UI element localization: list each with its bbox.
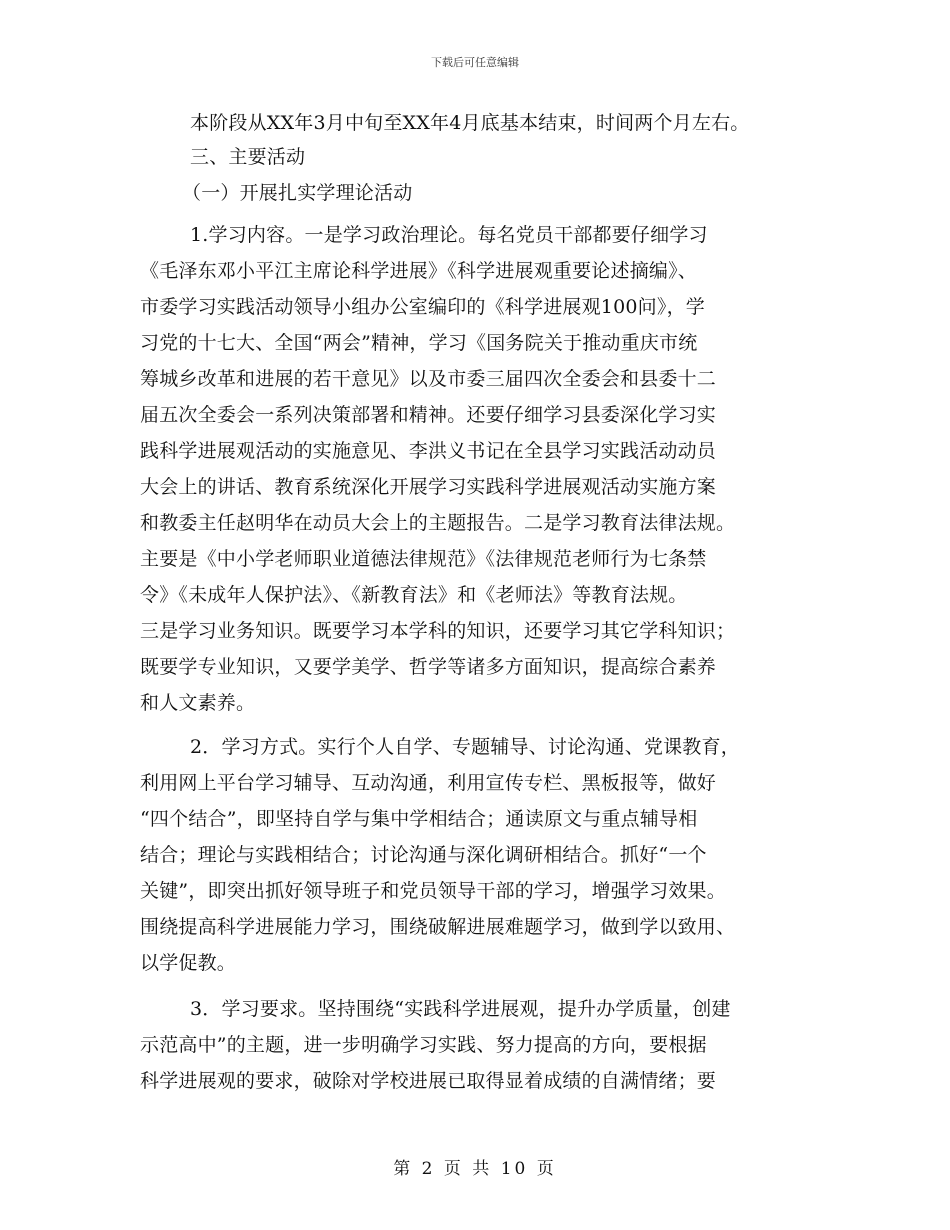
body-line: 和教委主任赵明华在动员大会上的主题报告。二是学习教育法律法规。 — [140, 512, 736, 534]
body-line: 1.学习内容。一是学习政治理论。每名党员干部都要仔细学习 — [190, 224, 708, 246]
body-line: 践科学进展观活动的实施意见、李洪义书记在全县学习实践活动动员 — [140, 440, 717, 462]
body-line: 大会上的讲话、教育系统深化开展学习实践科学进展观活动实施方案 — [140, 476, 717, 498]
body-line: 科学进展观的要求，破除对学校进展已取得显着成绩的自满情绪；要 — [140, 1070, 717, 1092]
page-number: 第 2 页 共 10 页 — [393, 1159, 557, 1179]
body-line: 3．学习要求。坚持围绕“实践科学进展观，提升办学质量，创建 — [190, 998, 731, 1020]
body-line: “四个结合”，即坚持自学与集中学相结合；通读原文与重点辅导相 — [140, 808, 698, 830]
body-line: 结合；理论与实践相结合；讨论沟通与深化调研相结合。抓好“一个 — [140, 844, 707, 866]
body-line: 示范高中”的主题，进一步明确学习实践、努力提高的方向，要根据 — [140, 1034, 707, 1056]
body-line: 主要是《中小学老师职业道德法律规范》《法律规范老师行为七条禁 — [140, 548, 707, 570]
body-line: 2．学习方式。实行个人自学、专题辅导、讨论沟通、党课教育， — [190, 736, 740, 758]
body-line: 三是学习业务知识。既要学习本学科的知识，还要学习其它学科知识； — [140, 620, 736, 642]
body-line: 习党的十七大、全国“两会”精神，学习《国务院关于推动重庆市统 — [140, 332, 698, 354]
body-line: 既要学专业知识，又要学美学、哲学等诸多方面知识，提高综合素养 — [140, 656, 717, 678]
body-line: 围绕提高科学进展能力学习，围绕破解进展难题学习，做到学以致用、 — [140, 916, 736, 938]
body-line: 利用网上平台学习辅导、互动沟通，利用宣传专栏、黑板报等，做好 — [140, 772, 717, 794]
body-line: 令》《未成年人保护法》、《新教育法》和《老师法》等教育法规。 — [140, 584, 688, 606]
body-line: 市委学习实践活动领导小组办公室编印的《科学进展观100问》，学 — [140, 296, 705, 318]
page-header: 下载后可任意编辑 — [431, 56, 519, 69]
body-line: 以学促教。 — [140, 952, 237, 974]
subsection-heading: （一）开展扎实学理论活动 — [182, 182, 413, 204]
body-line: 《毛泽东邓小平江主席论科学进展》《科学进展观重要论述摘编》、 — [140, 260, 698, 282]
body-line: 和人文素养。 — [140, 692, 256, 714]
body-line: 关键”，即突出抓好领导班子和党员领导干部的学习，增强学习效果。 — [140, 880, 726, 902]
section-heading: 三、主要活动 — [190, 146, 306, 168]
body-line: 筹城乡改革和进展的若干意见》以及市委三届四次全委会和县委十二 — [140, 368, 717, 390]
body-line: 本阶段从XX年3月中旬至XX年4月底基本结束，时间两个月左右。 — [190, 112, 750, 134]
body-line: 届五次全委会一系列决策部署和精神。还要仔细学习县委深化学习实 — [140, 404, 717, 426]
